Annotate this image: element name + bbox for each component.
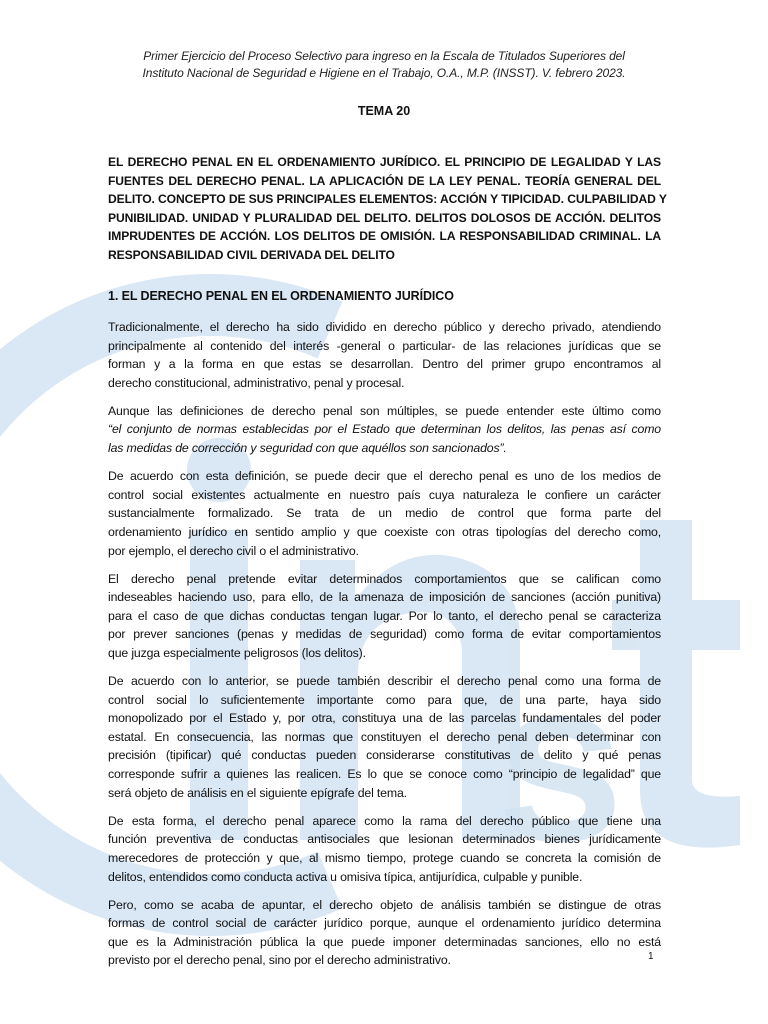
paragraph [108, 812, 661, 886]
section-heading: 1. EL DERECHO PENAL EN EL ORDENAMIENTO JURÍDICO [108, 289, 454, 303]
paragraph [108, 570, 661, 663]
header-line-1: Primer Ejercicio del Proceso Selectivo para ingreso en la Escala de Titulados Superiores del [143, 49, 625, 63]
document-header [0, 48, 768, 81]
paragraph-line: forman y a la forma en que estas se desarrollan. Dentro del primer grupo encontramos al [108, 357, 661, 372]
paragraph-line: que es la Administración pública la que puede imponer determinadas sanciones, ello no está [108, 934, 661, 949]
paragraph-line: previsto por el derecho penal, sino por el derecho administrativo. [108, 953, 451, 968]
paragraph-line: Pero, como se acaba de apuntar, el derecho objeto de análisis también se distingue de otras [108, 897, 661, 912]
paragraph-line: que juzga especialmente peligrosos (los delitos). [108, 646, 366, 660]
paragraph-line: De acuerdo con esta definición, se puede decir que el derecho penal es uno de los medios de [108, 469, 661, 484]
paragraph-line: El derecho penal pretende evitar determinados comportamientos que se califican como [108, 571, 661, 586]
paragraphs [108, 318, 661, 980]
title-line: PUNIBILIDAD. UNIDAD Y PLURALIDAD DEL DELITO. DELITOS DOLOSOS DE ACCIÓN. DELITOS [108, 210, 661, 225]
paragraph-line: para el caso de que dichas conductas tengan lugar. Por lo tanto, el derecho penal se caracteriza [108, 608, 661, 623]
paragraph-line: estatal. En consecuencia, las normas que constituyen el derecho penal deben determinar con [108, 729, 661, 744]
paragraph-line: Tradicionalmente, el derecho ha sido dividido en derecho público y derecho privado, atendiendo [108, 320, 661, 334]
paragraph-line: control social lo suficientemente importante como para que, de una parte, haya sido [108, 692, 661, 707]
paragraph-line: ordenamiento jurídico en sentido amplio y que coexiste con otras tipologías del derecho como, [108, 524, 661, 539]
paragraph [108, 896, 661, 970]
paragraph-line: principalmente al contenido del interés -general o particular- de las relaciones jurídicas que se [108, 338, 661, 353]
title-line: DELITO. CONCEPTO DE SUS PRINCIPALES ELEMENTOS: ACCIÓN Y TIPICIDAD. CULPABILIDAD Y [108, 192, 667, 207]
paragraph-line: por ejemplo, el derecho civil o el administrativo. [108, 543, 359, 558]
title-line: IMPRUDENTES DE ACCIÓN. LOS DELITOS DE OMISIÓN. LA RESPONSABILIDAD CRIMINAL. LA [108, 229, 661, 244]
title-line: FUENTES DEL DERECHO PENAL. LA APLICACIÓN DE LA LEY PENAL. TEORÍA GENERAL DEL [108, 173, 661, 188]
header-line-2: Instituto Nacional de Seguridad e Higiene en el Trabajo, O.A., M.P. (INSST). V. febrero 2023. [142, 65, 626, 80]
paragraph-line: función preventiva de conductas antisociales que lesionan determinados bienes jurídicamente [108, 832, 661, 847]
paragraph [108, 672, 661, 802]
topic-title [108, 153, 667, 265]
paragraph [108, 402, 661, 458]
paragraph-line: “el conjunto de normas establecidas por el Estado que determinan los delitos, las penas así como [108, 422, 661, 437]
paragraph-line: por prever sanciones (penas y medidas de seguridad) como forma de evitar comportamientos [108, 627, 661, 642]
paragraph-line: será objeto de análisis en el siguiente epígrafe del tema. [108, 785, 407, 800]
svg-text:s: s [496, 632, 624, 889]
paragraph-line: merecedores de protección y que, al mismo tiempo, protege cuando se concreta la comisión de [108, 850, 661, 865]
title-line: RESPONSABILIDAD CIVIL DERIVADA DEL DELITO [108, 247, 395, 262]
paragraph-line: control social existentes actualmente en nuestro país cuya naturaleza le confiere un carácter [108, 487, 661, 502]
paragraph-line: De acuerdo con lo anterior, se puede también describir el derecho penal como una forma de [108, 674, 661, 689]
paragraph-line: Aunque las definiciones de derecho penal son múltiples, se puede entender este último como [108, 403, 661, 418]
paragraph [108, 318, 661, 392]
paragraph-line: las medidas de corrección y seguridad con que aquéllos son sancionados”. [108, 441, 507, 456]
paragraph-line: corresponde sufrir a quienes las realicen. Es lo que se conoce como “principio de legalidad” que [108, 767, 661, 782]
paragraph-line: derecho constitucional, administrativo, penal y procesal. [108, 375, 405, 390]
paragraph-line: monopolizado por el Estado y, por otra, constituya una de las parcelas fundamentales del poder [108, 711, 661, 726]
topic-number: TEMA 20 [357, 104, 411, 118]
page-number: 1 [648, 951, 654, 962]
paragraph-line: indeseables haciendo uso, para ello, de la amenaza de imposición de sanciones (acción punitiva) [108, 590, 661, 605]
paragraph-line: formas de control social de carácter jurídico porque, aunque el ordenamiento jurídico determina [108, 916, 661, 931]
paragraph-line: delitos, entendidos como conducta activa u omisiva típica, antijurídica, culpable y punible. [108, 869, 583, 884]
paragraph-line: De esta forma, el derecho penal aparece como la rama del derecho público que tiene una [108, 813, 661, 828]
paragraph-line: sustancialmente formalizado. Se trata de un medio de control que forma parte del [108, 506, 661, 521]
paragraph-line: precisión (tipificar) qué conductas pueden considerarse constitutivas de delito y qué penas [108, 748, 661, 763]
title-line: EL DERECHO PENAL EN EL ORDENAMIENTO JURÍDICO. EL PRINCIPIO DE LEGALIDAD Y LAS [108, 155, 661, 169]
paragraph [108, 467, 661, 560]
